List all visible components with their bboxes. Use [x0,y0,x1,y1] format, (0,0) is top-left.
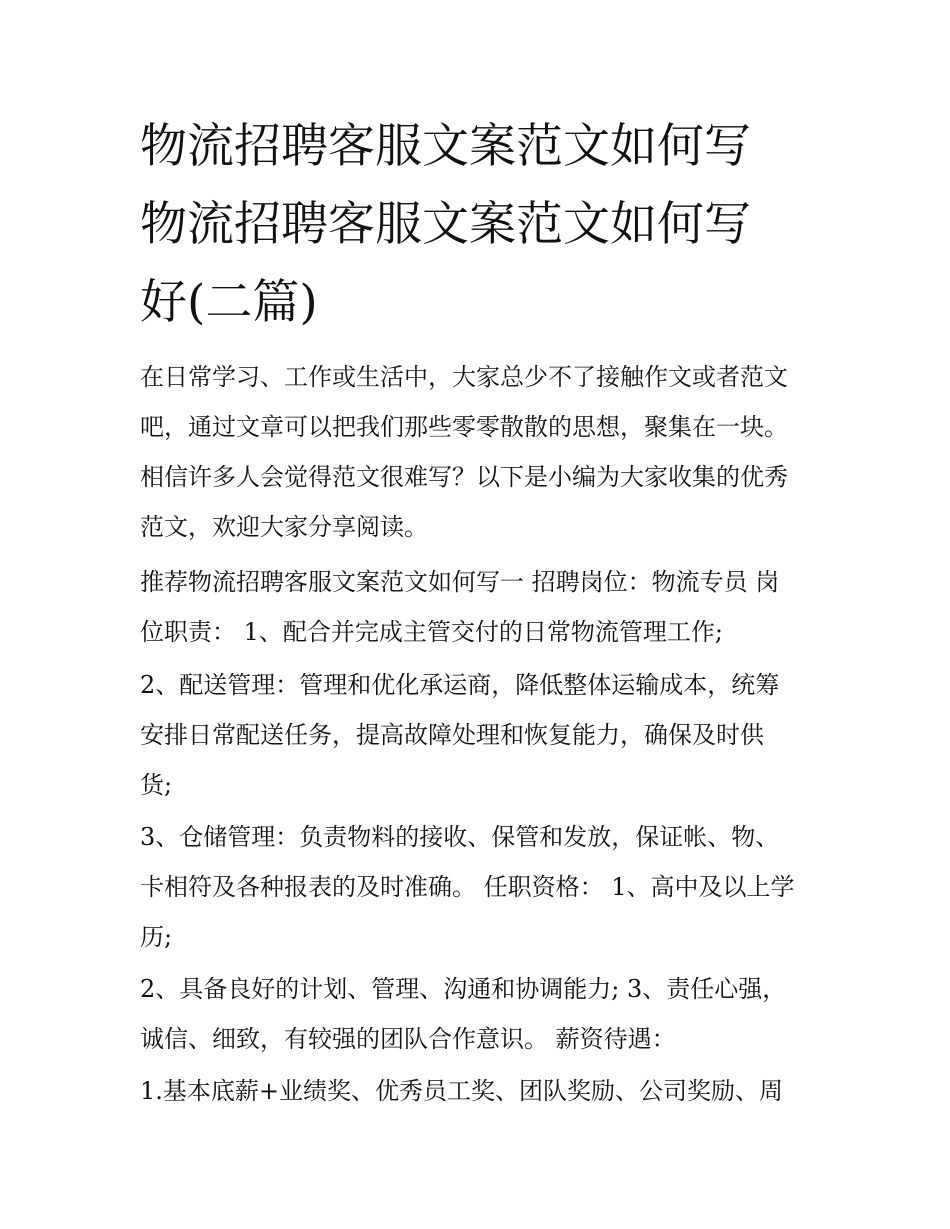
paragraph-line: 历; [140,923,173,951]
paragraph-line: 安排日常配送任务，提高故障处理和恢复能力，确保及时供 [140,721,764,749]
paragraph-line: 3、仓储管理：负责物料的接收、保管和发放，保证帐、物、 [140,823,780,851]
paragraph-line: 相信许多人会觉得范文很难写？以下是小编为大家收集的优秀 [140,463,788,491]
document-title [140,108,820,342]
paragraph-line: 2、具备良好的计划、管理、沟通和协调能力; 3、责任心强， [140,975,787,1003]
paragraph-line: 卡相符及各种报表的及时准确。 任职资格： 1、高中及以上学 [140,873,795,901]
paragraph-line: 在日常学习、工作或生活中，大家总少不了接触作文或者范文 [140,363,788,391]
title-line-1: 物流招聘客服文案范文如何写 [140,119,751,174]
paragraph-line: 吧，通过文章可以把我们那些零零散散的思想，聚集在一块。 [140,413,788,441]
paragraph-line: 推荐物流招聘客服文案范文如何写一 招聘岗位：物流专员 岗 [140,568,780,596]
paragraph-line: 货; [140,771,173,799]
title-line-3: 好(二篇) [140,275,318,330]
title-line-2: 物流招聘客服文案范文如何写 [140,197,751,252]
paragraph-line: 诚信、细致，有较强的团队合作意识。 薪资待遇： [140,1025,676,1053]
paragraph-line: 2、配送管理：管理和优化承运商，降低整体运输成本，统筹 [140,671,780,699]
paragraph-line: 1.基本底薪+业绩奖、优秀员工奖、团队奖励、公司奖励、周 [140,1077,784,1105]
paragraph-line: 范文，欢迎大家分享阅读。 [140,513,428,541]
paragraph-line: 位职责： 1、配合并完成主管交付的日常物流管理工作; [140,618,723,646]
